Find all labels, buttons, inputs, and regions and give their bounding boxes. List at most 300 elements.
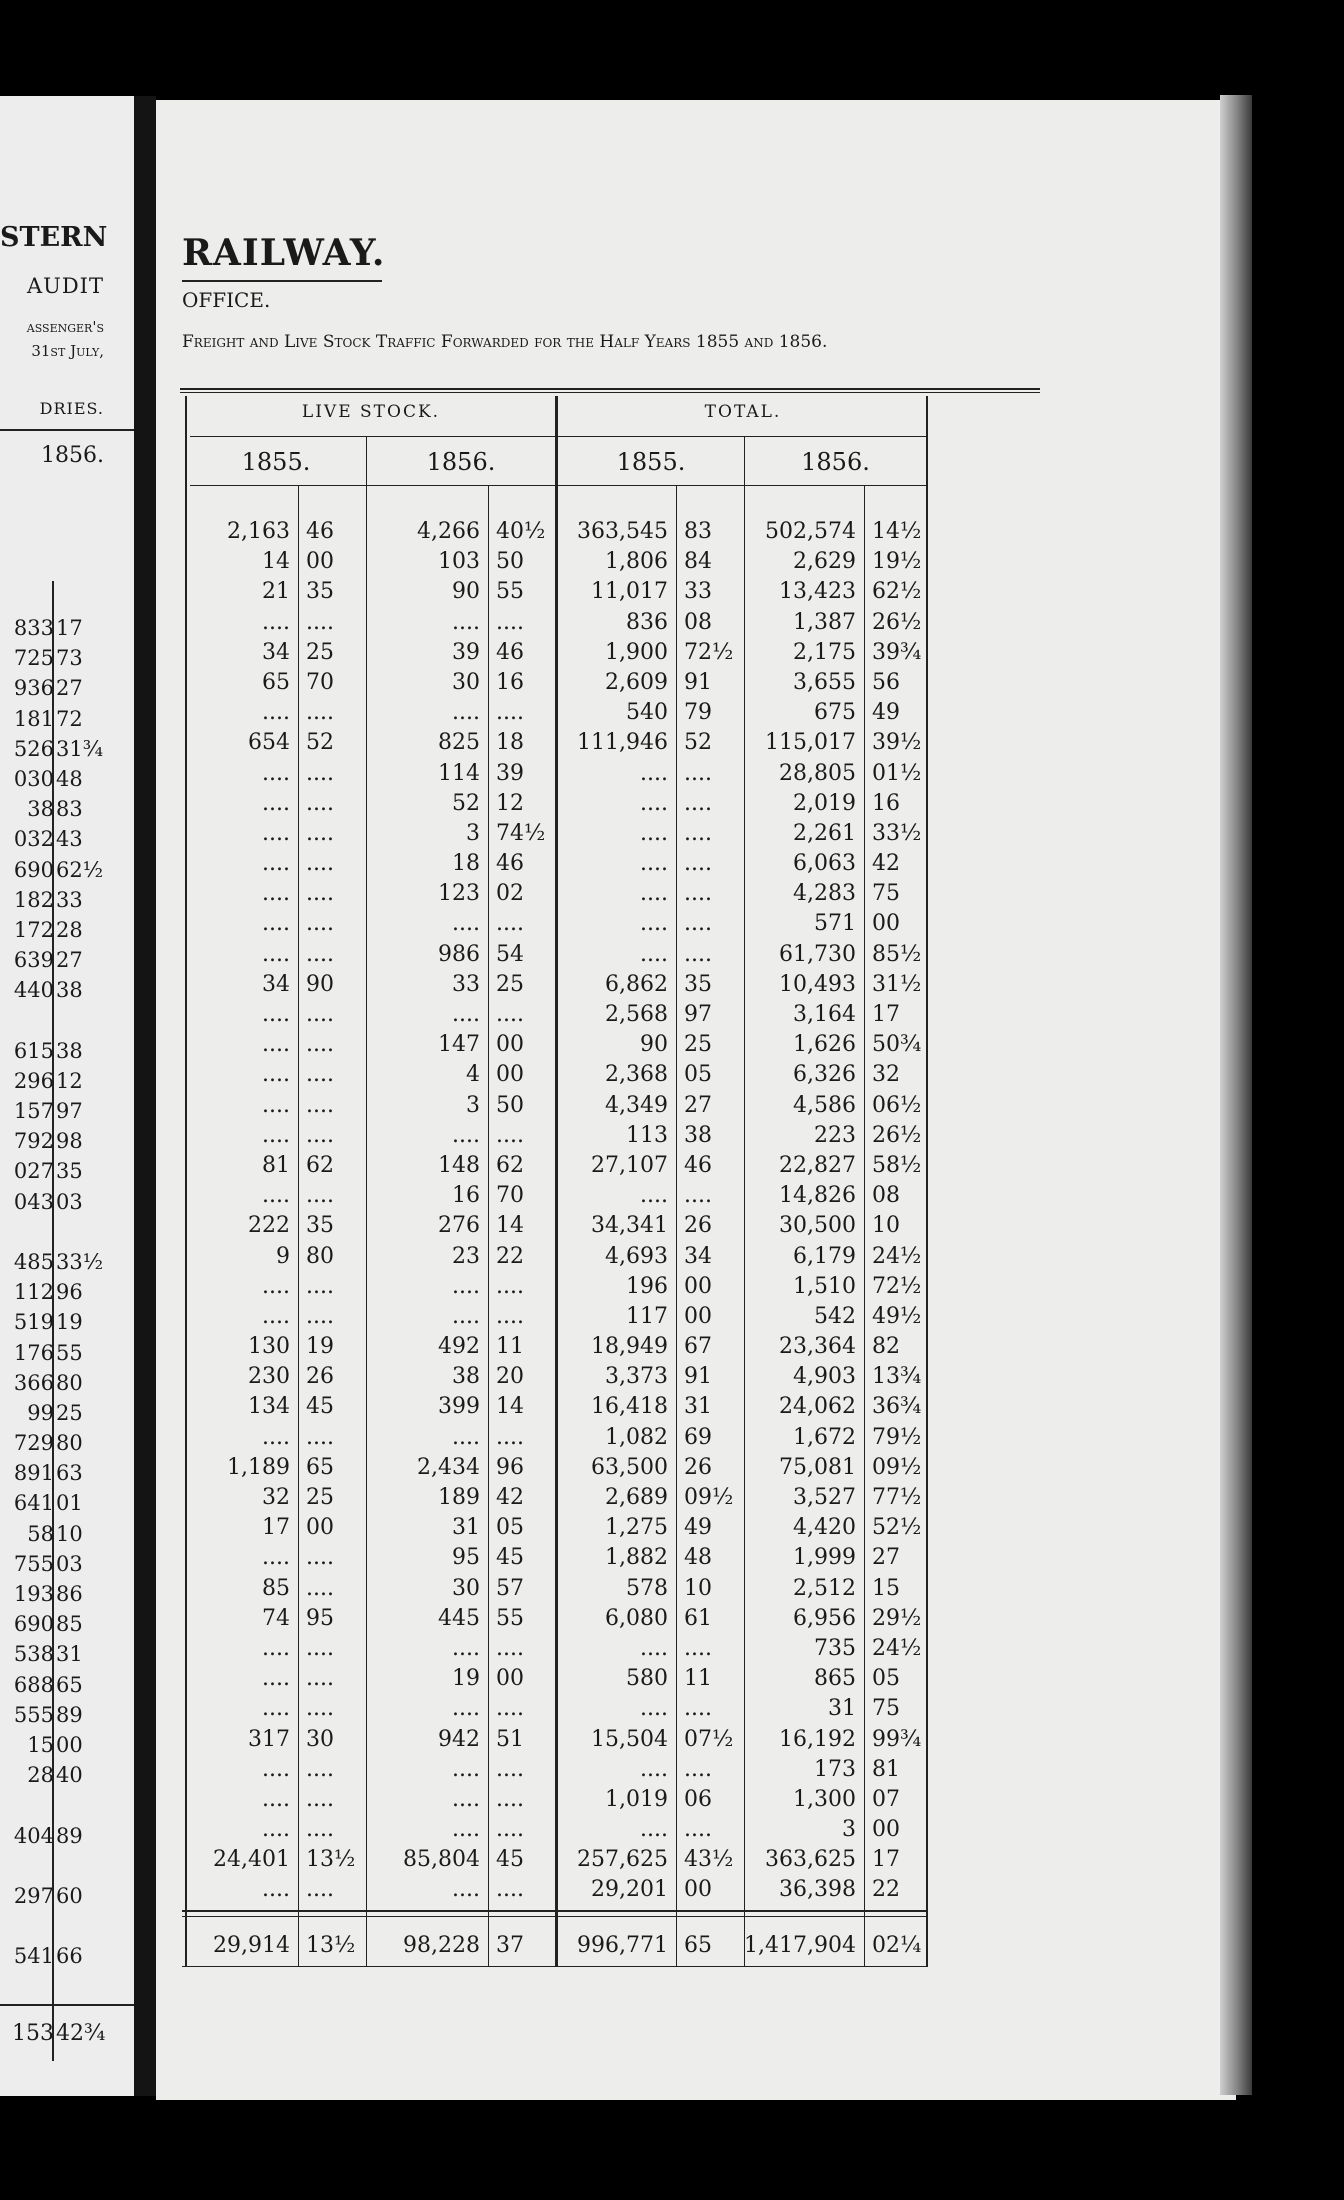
cell-ls1855-units: 17 bbox=[262, 1515, 290, 1541]
cell-t1855-units: 6,080 bbox=[605, 1605, 668, 1631]
cell-t1855-units: 15,504 bbox=[591, 1726, 668, 1752]
left-cell-units: 15 bbox=[27, 1732, 54, 1757]
left-cell-units: 936 bbox=[13, 676, 54, 701]
cell-t1855-frac: 11 bbox=[684, 1666, 712, 1692]
table-row bbox=[0, 970, 1100, 1000]
cell-ls1855-units: 21 bbox=[262, 579, 290, 605]
cell-ls1856-units: 147 bbox=[438, 1032, 480, 1058]
group-live-stock: LIVE STOCK. bbox=[301, 402, 441, 422]
cell-t1855-units: .... bbox=[640, 881, 668, 907]
cell-ls1856-frac: 00 bbox=[496, 1062, 524, 1088]
cell-t1856-frac: 08 bbox=[872, 1183, 900, 1209]
cell-ls1856-units: 31 bbox=[452, 1515, 480, 1541]
cell-ls1856-units: 942 bbox=[438, 1726, 480, 1752]
table-row bbox=[0, 577, 1100, 607]
cell-ls1855-frac: .... bbox=[306, 1696, 334, 1722]
cell-ls1856-frac: 12 bbox=[496, 790, 524, 816]
cell-ls1855-units: 654 bbox=[248, 730, 290, 756]
cell-ls1855-frac: .... bbox=[306, 851, 334, 877]
left-cell-units: 729 bbox=[13, 1431, 54, 1456]
cell-t1855-frac: 27 bbox=[684, 1092, 712, 1118]
cell-t1855-frac: 31 bbox=[684, 1394, 712, 1420]
cell-ls1855-units: 65 bbox=[262, 669, 290, 695]
cell-ls1856-frac: 46 bbox=[496, 851, 524, 877]
cell-ls1856-frac: 57 bbox=[496, 1575, 524, 1601]
cell-t1856-units: 1,626 bbox=[793, 1032, 856, 1058]
left-cell-units: 181 bbox=[13, 706, 54, 731]
cell-t1855-units: 2,609 bbox=[605, 669, 668, 695]
cell-t1855-frac: 00 bbox=[684, 1303, 712, 1329]
cell-t1856-frac: 49½ bbox=[872, 1303, 922, 1329]
cell-t1856-frac: 00 bbox=[872, 1817, 900, 1843]
left-cell-frac: 40 bbox=[56, 1763, 83, 1788]
table-row bbox=[0, 1211, 1100, 1241]
table-row bbox=[0, 940, 1100, 970]
cell-ls1855-frac: .... bbox=[306, 1877, 334, 1903]
cell-t1855-units: 29,201 bbox=[591, 1877, 668, 1903]
left-cell-units: 891 bbox=[13, 1461, 54, 1486]
table-row bbox=[0, 1151, 1100, 1181]
cell-t1856-frac: 15 bbox=[872, 1575, 900, 1601]
cell-t1855-frac: .... bbox=[684, 1183, 712, 1209]
cell-ls1856-frac: .... bbox=[496, 1303, 524, 1329]
cell-t1855-units: 580 bbox=[626, 1666, 668, 1692]
cell-t1855-units: 4,349 bbox=[605, 1092, 668, 1118]
left-cell-units: 043 bbox=[13, 1189, 54, 1214]
cell-ls1856-units: .... bbox=[452, 1756, 480, 1782]
cell-t1856-units: 3,527 bbox=[793, 1485, 856, 1510]
cell-ls1856-units: .... bbox=[452, 1635, 480, 1661]
table-row bbox=[0, 1755, 1100, 1785]
cell-ls1856-frac: .... bbox=[496, 1002, 524, 1027]
cell-ls1855-units: 74 bbox=[262, 1605, 290, 1631]
cell-ls1856-units: .... bbox=[452, 1273, 480, 1299]
cell-ls1856-frac: .... bbox=[496, 1817, 524, 1843]
cell-t1856-units: 6,179 bbox=[793, 1243, 856, 1269]
table-row bbox=[0, 1845, 1100, 1875]
cell-ls1855-units: .... bbox=[262, 1303, 290, 1329]
cell-ls1856-units: 189 bbox=[438, 1485, 480, 1510]
cell-t1856-units: 14,826 bbox=[779, 1183, 856, 1209]
table-row bbox=[0, 1272, 1100, 1302]
cell-t1856-units: 2,261 bbox=[793, 820, 856, 846]
cell-t1856-frac: 77½ bbox=[872, 1485, 922, 1510]
table-row bbox=[0, 608, 1100, 638]
cell-ls1856-units: 90 bbox=[452, 579, 480, 605]
cell-t1856-units: 75,081 bbox=[779, 1454, 856, 1480]
cell-ls1855-units: .... bbox=[262, 1032, 290, 1058]
cell-t1856-frac: 75 bbox=[872, 1696, 900, 1722]
cell-t1855-frac: .... bbox=[684, 1817, 712, 1843]
cell-ls1855-units: 230 bbox=[248, 1364, 290, 1390]
left-cell-frac: 43 bbox=[56, 827, 83, 852]
table-row bbox=[0, 728, 1100, 758]
table-row bbox=[0, 1725, 1100, 1755]
cell-t1856-units: 1,510 bbox=[793, 1273, 856, 1299]
cell-ls1855-frac: .... bbox=[306, 881, 334, 907]
cell-t1856-units: 542 bbox=[814, 1303, 856, 1329]
cell-ls1855-frac: .... bbox=[306, 1273, 334, 1299]
left-cell-frac: 83 bbox=[56, 797, 83, 822]
cell-t1856-frac: 36¾ bbox=[872, 1394, 922, 1420]
left-cell-frac: 31¾ bbox=[56, 736, 104, 761]
cell-ls1855-frac: .... bbox=[306, 1817, 334, 1843]
cell-ls1855-frac: .... bbox=[306, 820, 334, 846]
cell-ls1856-units: .... bbox=[452, 1424, 480, 1450]
cell-t1855-frac: .... bbox=[684, 941, 712, 967]
cell-t1855-frac: 52 bbox=[684, 730, 712, 756]
cell-ls1856-units: .... bbox=[452, 700, 480, 726]
cell-t1855-frac: .... bbox=[684, 911, 712, 937]
cell-ls1855-units: .... bbox=[262, 760, 290, 786]
cell-ls1856-units: 445 bbox=[438, 1605, 480, 1631]
cell-t1856-frac: 13¾ bbox=[872, 1364, 922, 1390]
left-cell-frac: 03 bbox=[56, 1189, 83, 1214]
cell-ls1855-frac: 90 bbox=[306, 971, 334, 997]
cell-ls1856-frac: 00 bbox=[496, 1666, 524, 1692]
left-caption-line2: 31st July, bbox=[31, 342, 104, 360]
cell-t1856-units: 4,903 bbox=[793, 1364, 856, 1390]
cell-ls1855-units: .... bbox=[262, 1666, 290, 1692]
table-row bbox=[0, 1694, 1100, 1724]
title-rule bbox=[182, 280, 382, 282]
cell-ls1856-frac: 96 bbox=[496, 1454, 524, 1480]
cell-t1855-frac: 35 bbox=[684, 971, 712, 997]
cell-t1856-frac: 58½ bbox=[872, 1152, 922, 1178]
cell-t1856-units: 363,625 bbox=[765, 1847, 856, 1873]
left-total-b: 42¾ bbox=[56, 2021, 106, 2046]
cell-t1855-units: 111,946 bbox=[577, 730, 668, 756]
total-t1855-units: 996,771 bbox=[577, 1933, 668, 1958]
cell-t1855-units: .... bbox=[640, 820, 668, 846]
cell-t1855-units: 540 bbox=[626, 700, 668, 726]
cell-ls1856-frac: 05 bbox=[496, 1515, 524, 1541]
cell-ls1855-units: .... bbox=[262, 1183, 290, 1209]
cell-t1855-units: .... bbox=[640, 941, 668, 967]
left-cell-units: 485 bbox=[13, 1249, 54, 1274]
left-cell-units: 641 bbox=[13, 1491, 54, 1516]
cell-ls1855-units: .... bbox=[262, 1756, 290, 1782]
cell-t1855-frac: 97 bbox=[684, 1002, 712, 1027]
cell-t1855-frac: 79 bbox=[684, 700, 712, 726]
cell-ls1856-units: 3 bbox=[466, 820, 480, 846]
cell-ls1856-frac: 00 bbox=[496, 1032, 524, 1058]
cell-ls1856-units: 30 bbox=[452, 1575, 480, 1601]
page-subtitle: OFFICE. bbox=[182, 288, 271, 312]
left-cell-frac: 98 bbox=[56, 1129, 83, 1154]
cell-t1856-frac: 62½ bbox=[872, 579, 922, 605]
left-cell-frac: 25 bbox=[56, 1400, 83, 1425]
left-cell-units: 027 bbox=[13, 1159, 54, 1184]
left-cell-units: 615 bbox=[13, 1038, 54, 1063]
header-rule bbox=[190, 485, 928, 486]
cell-ls1855-units: .... bbox=[262, 1635, 290, 1661]
cell-ls1855-frac: .... bbox=[306, 1424, 334, 1450]
cell-t1855-frac: 61 bbox=[684, 1605, 712, 1631]
cell-t1855-frac: 33 bbox=[684, 579, 712, 605]
cell-t1856-units: 3,164 bbox=[793, 1002, 856, 1027]
cell-t1855-units: .... bbox=[640, 760, 668, 786]
cell-t1855-units: .... bbox=[640, 1756, 668, 1782]
cell-ls1856-units: 52 bbox=[452, 790, 480, 816]
cell-ls1856-units: 39 bbox=[452, 639, 480, 665]
left-cell-frac: 00 bbox=[56, 1732, 83, 1757]
left-cell-units: 366 bbox=[13, 1370, 54, 1395]
left-cell-units: 030 bbox=[13, 766, 54, 791]
cell-ls1855-units: 34 bbox=[262, 639, 290, 665]
cell-t1856-units: 1,999 bbox=[793, 1545, 856, 1571]
cell-t1856-frac: 07 bbox=[872, 1786, 900, 1812]
table-row bbox=[0, 1302, 1100, 1332]
left-cell-frac: 31 bbox=[56, 1642, 83, 1667]
cell-ls1855-frac: 46 bbox=[306, 519, 334, 544]
cell-ls1855-frac: .... bbox=[306, 1062, 334, 1088]
total-t1855-frac: 65 bbox=[684, 1933, 712, 1958]
left-cell-frac: 89 bbox=[56, 1702, 83, 1727]
cell-ls1856-frac: 14 bbox=[496, 1213, 524, 1239]
left-cell-frac: 27 bbox=[56, 676, 83, 701]
cell-ls1856-frac: 62 bbox=[496, 1152, 524, 1178]
cell-t1855-units: 1,806 bbox=[605, 549, 668, 575]
cell-ls1855-frac: .... bbox=[306, 1756, 334, 1782]
table-row bbox=[0, 1634, 1100, 1664]
cell-ls1855-frac: 70 bbox=[306, 669, 334, 695]
cell-ls1856-units: 148 bbox=[438, 1152, 480, 1178]
cell-t1855-frac: 00 bbox=[684, 1273, 712, 1299]
cell-ls1856-frac: 16 bbox=[496, 669, 524, 695]
cell-t1855-frac: 34 bbox=[684, 1243, 712, 1269]
cell-ls1856-frac: 39 bbox=[496, 760, 524, 786]
cell-t1856-units: 173 bbox=[814, 1756, 856, 1782]
cell-t1855-units: 257,625 bbox=[577, 1847, 668, 1873]
cell-t1856-units: 6,063 bbox=[793, 851, 856, 877]
table-row bbox=[0, 1815, 1100, 1845]
cell-ls1855-units: .... bbox=[262, 851, 290, 877]
cell-t1855-units: 6,862 bbox=[605, 971, 668, 997]
cell-ls1856-frac: .... bbox=[496, 1424, 524, 1450]
cell-ls1856-frac: 74½ bbox=[496, 820, 546, 846]
cell-ls1855-units: 14 bbox=[262, 549, 290, 575]
left-cell-frac: 97 bbox=[56, 1099, 83, 1123]
cell-ls1856-units: 4 bbox=[466, 1062, 480, 1088]
left-cell-units: 688 bbox=[13, 1672, 54, 1697]
cell-ls1856-units: 23 bbox=[452, 1243, 480, 1269]
table-row bbox=[0, 789, 1100, 819]
left-cell-units: 182 bbox=[13, 887, 54, 912]
left-cell-units: 296 bbox=[13, 1068, 54, 1093]
table-body bbox=[0, 517, 1100, 1906]
cell-ls1856-units: .... bbox=[452, 1303, 480, 1329]
cell-ls1855-units: 34 bbox=[262, 971, 290, 997]
cell-ls1856-units: .... bbox=[452, 1817, 480, 1843]
cell-ls1856-units: 95 bbox=[452, 1545, 480, 1571]
left-cell-frac: 60 bbox=[56, 1883, 83, 1908]
cell-t1855-units: 363,545 bbox=[577, 519, 668, 544]
left-cell-units: 792 bbox=[13, 1129, 54, 1154]
cell-ls1856-frac: 14 bbox=[496, 1394, 524, 1420]
cell-ls1856-units: 18 bbox=[452, 851, 480, 877]
table-row bbox=[0, 1513, 1100, 1543]
left-cell-units: 538 bbox=[13, 1642, 54, 1667]
cell-ls1855-frac: .... bbox=[306, 609, 334, 635]
cell-ls1856-frac: 51 bbox=[496, 1726, 524, 1752]
cell-ls1856-units: 276 bbox=[438, 1213, 480, 1239]
cell-ls1855-frac: 95 bbox=[306, 1605, 334, 1631]
cell-t1855-units: .... bbox=[640, 851, 668, 877]
cell-ls1855-units: .... bbox=[262, 609, 290, 635]
cell-t1855-frac: 26 bbox=[684, 1454, 712, 1480]
table-row bbox=[0, 1091, 1100, 1121]
left-cell-units: 639 bbox=[13, 948, 54, 973]
cell-t1855-frac: 00 bbox=[684, 1877, 712, 1903]
cell-t1855-units: 1,900 bbox=[605, 639, 668, 665]
cell-ls1855-frac: 25 bbox=[306, 1485, 334, 1510]
cell-ls1856-frac: .... bbox=[496, 1122, 524, 1148]
left-cell-frac: 28 bbox=[56, 917, 83, 942]
cell-t1856-frac: 29½ bbox=[872, 1605, 922, 1631]
cell-ls1856-units: .... bbox=[452, 1002, 480, 1027]
left-cell-frac: 72 bbox=[56, 706, 83, 731]
total-ls1856-frac: 37 bbox=[496, 1933, 524, 1958]
cell-ls1855-units: 222 bbox=[248, 1213, 290, 1239]
table-row bbox=[0, 849, 1100, 879]
left-cell-frac: 80 bbox=[56, 1370, 83, 1395]
table-row bbox=[0, 1332, 1100, 1362]
cell-ls1856-frac: .... bbox=[496, 1273, 524, 1299]
table-row bbox=[0, 547, 1100, 577]
cell-t1855-frac: 69 bbox=[684, 1424, 712, 1450]
cell-t1855-units: 27,107 bbox=[591, 1152, 668, 1178]
left-cell-units: 58 bbox=[27, 1521, 54, 1546]
cell-t1855-units: 836 bbox=[626, 609, 668, 635]
cell-ls1856-frac: .... bbox=[496, 1786, 524, 1812]
cell-ls1855-frac: 26 bbox=[306, 1364, 334, 1390]
left-cell-units: 833 bbox=[13, 616, 54, 640]
cell-t1856-frac: 22 bbox=[872, 1877, 900, 1903]
left-row bbox=[0, 1971, 134, 2001]
table-row bbox=[0, 1181, 1100, 1211]
cell-t1856-units: 1,672 bbox=[793, 1424, 856, 1450]
left-cell-units: 555 bbox=[13, 1702, 54, 1727]
cell-ls1855-units: .... bbox=[262, 1545, 290, 1571]
left-cell-frac: 38 bbox=[56, 978, 83, 1003]
cell-ls1855-units: .... bbox=[262, 820, 290, 846]
cell-ls1856-frac: 22 bbox=[496, 1243, 524, 1269]
cell-ls1856-units: 4,266 bbox=[417, 519, 480, 544]
cell-t1856-frac: 79½ bbox=[872, 1424, 922, 1450]
table-row bbox=[0, 1423, 1100, 1453]
cell-t1855-units: .... bbox=[640, 911, 668, 937]
cell-t1855-units: .... bbox=[640, 1635, 668, 1661]
cell-t1856-units: 865 bbox=[814, 1666, 856, 1692]
cell-ls1856-frac: 02 bbox=[496, 881, 524, 907]
cell-t1855-frac: 91 bbox=[684, 669, 712, 695]
cell-ls1856-units: .... bbox=[452, 1786, 480, 1812]
cell-ls1856-units: 114 bbox=[438, 760, 480, 786]
cell-ls1856-units: 986 bbox=[438, 941, 480, 967]
left-cell-frac: 33½ bbox=[56, 1249, 104, 1274]
left-cell-frac: 33 bbox=[56, 887, 83, 912]
cell-t1855-frac: 05 bbox=[684, 1062, 712, 1088]
cell-ls1855-frac: .... bbox=[306, 760, 334, 786]
left-total-a: 153 bbox=[12, 2021, 54, 2046]
cell-t1856-frac: 26½ bbox=[872, 1122, 922, 1148]
cell-ls1855-frac: .... bbox=[306, 941, 334, 967]
table-top-rule bbox=[180, 388, 1040, 390]
cell-ls1856-frac: 54 bbox=[496, 941, 524, 967]
cell-t1856-frac: 39¾ bbox=[872, 639, 922, 665]
cell-t1855-frac: 48 bbox=[684, 1545, 712, 1571]
left-cell-frac: 12 bbox=[56, 1068, 83, 1093]
cell-ls1856-units: 492 bbox=[438, 1334, 480, 1360]
cell-t1856-frac: 50¾ bbox=[872, 1032, 922, 1058]
cell-t1855-frac: 83 bbox=[684, 519, 712, 544]
left-cell-units: 440 bbox=[13, 978, 54, 1003]
cell-ls1855-units: .... bbox=[262, 1122, 290, 1148]
left-cell-units: 172 bbox=[13, 917, 54, 942]
cell-ls1855-units: 317 bbox=[248, 1726, 290, 1752]
cell-t1856-units: 4,586 bbox=[793, 1092, 856, 1118]
table-row bbox=[0, 1392, 1100, 1422]
cell-t1856-units: 6,326 bbox=[793, 1062, 856, 1088]
left-cell-units: 755 bbox=[13, 1551, 54, 1576]
cell-ls1856-frac: 42 bbox=[496, 1485, 524, 1510]
page-title: RAILWAY. bbox=[182, 232, 386, 274]
cell-t1856-frac: 14½ bbox=[872, 519, 922, 544]
cell-t1856-frac: 85½ bbox=[872, 941, 922, 967]
cell-ls1855-frac: .... bbox=[306, 790, 334, 816]
year-t-1855: 1855. bbox=[616, 448, 686, 476]
cell-ls1855-units: .... bbox=[262, 1786, 290, 1812]
cell-t1855-frac: 49 bbox=[684, 1515, 712, 1541]
table-row bbox=[0, 1242, 1100, 1272]
table-row bbox=[0, 759, 1100, 789]
cell-t1855-frac: .... bbox=[684, 790, 712, 816]
cell-t1855-frac: 46 bbox=[684, 1152, 712, 1178]
table-row bbox=[0, 1664, 1100, 1694]
cell-t1856-frac: 82 bbox=[872, 1334, 900, 1360]
cell-t1855-units: 196 bbox=[626, 1273, 668, 1299]
cell-ls1855-frac: .... bbox=[306, 1635, 334, 1661]
cell-ls1855-units: 32 bbox=[262, 1485, 290, 1510]
cell-ls1856-frac: .... bbox=[496, 609, 524, 635]
left-cell-frac: 80 bbox=[56, 1431, 83, 1456]
cell-ls1856-frac: 25 bbox=[496, 971, 524, 997]
cell-t1855-frac: 91 bbox=[684, 1364, 712, 1390]
left-cell-frac: 01 bbox=[56, 1491, 83, 1516]
cell-t1856-frac: 39½ bbox=[872, 730, 922, 756]
cell-t1856-units: 16,192 bbox=[779, 1726, 856, 1752]
left-rule bbox=[0, 429, 134, 431]
cell-t1856-frac: 99¾ bbox=[872, 1726, 922, 1752]
table-row bbox=[0, 1875, 1100, 1905]
table-row bbox=[0, 1000, 1100, 1030]
cell-ls1856-units: .... bbox=[452, 1877, 480, 1903]
cell-t1855-units: .... bbox=[640, 1183, 668, 1209]
cell-t1856-frac: 27 bbox=[872, 1545, 900, 1571]
total-ls1855-units: 29,914 bbox=[213, 1933, 290, 1958]
left-cell-units: 519 bbox=[13, 1310, 54, 1335]
cell-ls1856-units: 19 bbox=[452, 1666, 480, 1692]
cell-t1856-frac: 17 bbox=[872, 1002, 900, 1027]
cell-ls1856-frac: 55 bbox=[496, 579, 524, 605]
cell-ls1855-units: .... bbox=[262, 1273, 290, 1299]
table-row bbox=[0, 1543, 1100, 1573]
table-row bbox=[0, 638, 1100, 668]
left-cell-frac: 66 bbox=[56, 1944, 83, 1969]
table-row bbox=[0, 1604, 1100, 1634]
cell-ls1856-units: 103 bbox=[438, 549, 480, 575]
